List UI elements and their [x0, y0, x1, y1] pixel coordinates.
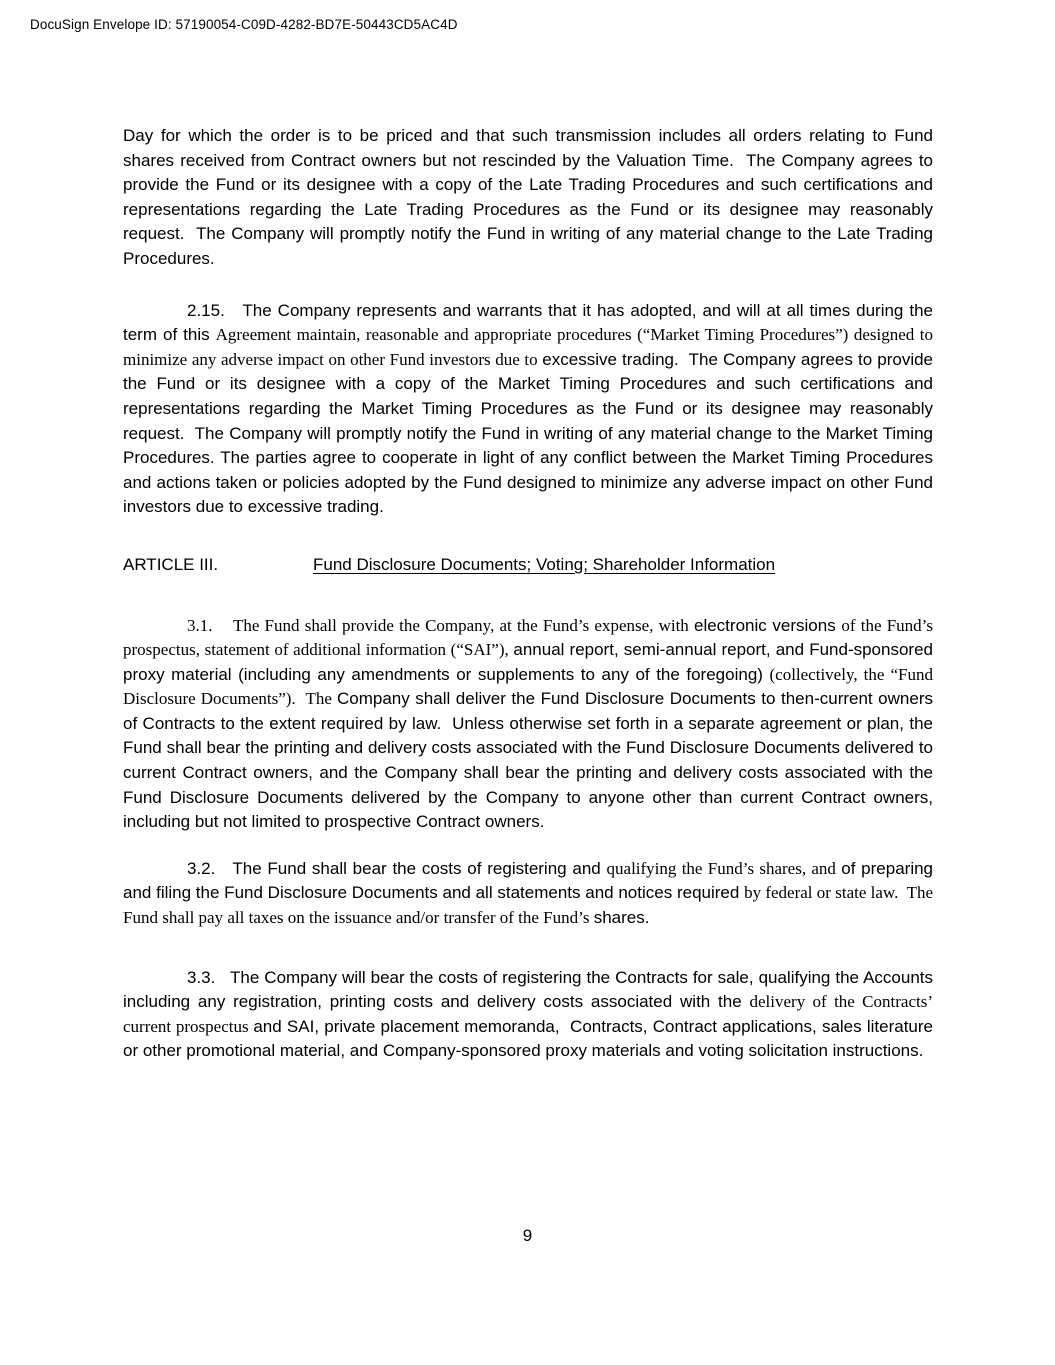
- document-body: [123, 124, 938, 1091]
- docusign-envelope-id: DocuSign Envelope ID: 57190054-C09D-4282-BD7E-50443CD5AC4D: [30, 17, 458, 32]
- paragraph-2-15: 2.15. The Company represents and warrants that it has adopted, and will at all times during the term of this Agreement maintain, reasonable and appropriate procedures (“Market Timing Procedures”) designed to minimize any adverse impact on other Fund investors due to excessive trading. The Company agrees to provide the Fund or its designee with a copy of the Market Timing Procedures and such certifications and representations regarding the Market Timing Procedures as the Fund or its designee may reasonably request. The Company will promptly notify the Fund in writing of any material change to the Market Timing Procedures. The parties agree to cooperate in light of any conflict between the Market Timing Procedures and actions taken or policies adopted by the Fund designed to minimize any adverse impact on other Fund investors due to excessive trading.: [123, 300, 938, 517]
- article-heading-label: ARTICLE III.: [123, 554, 219, 574]
- article-iii-heading: [123, 553, 933, 578]
- paragraph-3-3: 3.3. The Company will bear the costs of registering the Contracts for sale, qualifying the Accounts including any registration, printing costs and delivery costs associated with the delivery of the Contracts’ current prospectus and SAI, private placement memoranda, Contracts, Contract applications, sales literature or other promotional material, and Company-sponsored proxy materials and voting solicitation instructions.: [123, 967, 938, 1061]
- paragraph-late-trading-continuation: Day for which the order is to be priced and that such transmission includes all orders relating to Fund shares received from Contract owners but not rescinded by the Valuation Time. The Company agrees to provide the Fund or its designee with a copy of the Late Trading Procedures and such certifications and representations regarding the Late Trading Procedures as the Fund or its designee may reasonably request. The Company will promptly notify the Fund in writing of any material change to the Late Trading Procedures.: [123, 126, 938, 268]
- article-heading-title: Fund Disclosure Documents; Voting; Shareholder Information: [313, 554, 776, 574]
- paragraph-3-1: 3.1. The Fund shall provide the Company, at the Fund’s expense, with electronic versions of the Fund’s prospectus, statement of additional information (“SAI”), annual report, semi-annual report, and Fund-sponsored proxy material (including any amendments or supplements to any of the foregoing) (collectively, the “Fund Disclosure Documents”). The Company shall deliver the Fund Disclosure Documents to then-current owners of Contracts to the extent required by law. Unless otherwise set forth in a separate agreement or plan, the Fund shall bear the printing and delivery costs associated with the Fund Disclosure Documents delivered to current Contract owners, and the Company shall bear the printing and delivery costs associated with the Fund Disclosure Documents delivered by the Company to anyone other than current Contract owners, including but not limited to prospective Contract owners.: [123, 615, 938, 832]
- page-number: 9: [522, 1226, 533, 1245]
- paragraph-3-2: 3.2. The Fund shall bear the costs of registering and qualifying the Fund’s shares, and of preparing and filing the Fund Disclosure Documents and all statements and notices required by federal or state law. The Fund shall pay all taxes on the issuance and/or transfer of the Fund’s shares.: [123, 858, 938, 928]
